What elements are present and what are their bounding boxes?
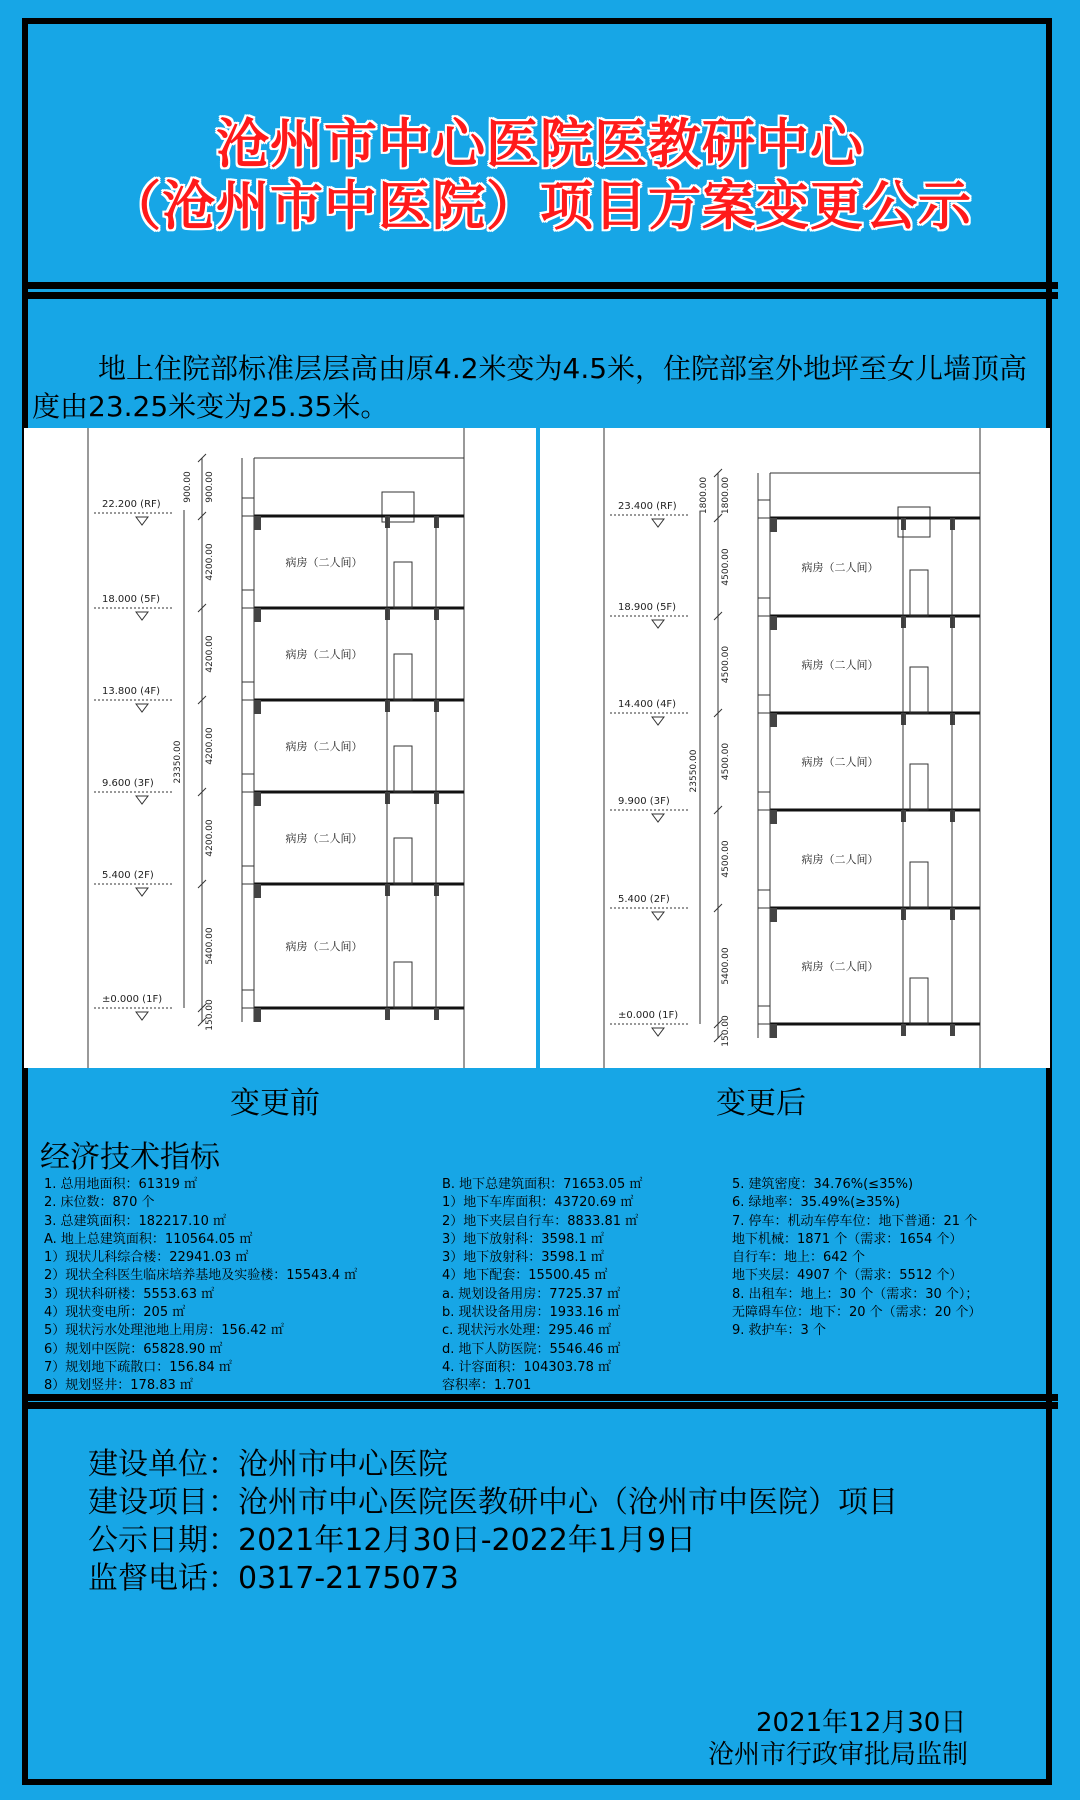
indicator-item: 地下机械：1871 个（需求：1654 个） xyxy=(732,1231,963,1247)
indicators-title: 经济技术指标 xyxy=(40,1140,220,1175)
room-label: 病房（二人间） xyxy=(801,658,879,672)
indicator-item: 3）现状科研楼：5553.63 ㎡ xyxy=(44,1286,215,1302)
slab-edge xyxy=(254,608,261,622)
indicator-item: d. 地下人防医院：5546.46 ㎡ xyxy=(442,1341,621,1357)
dim-label: 900.00 xyxy=(183,471,193,503)
indicator-item: c. 现状污水处理：295.46 ㎡ xyxy=(442,1323,612,1339)
room-label: 病房（二人间） xyxy=(285,832,363,845)
dim-label: 5400.00 xyxy=(205,927,215,965)
slab-edge xyxy=(254,516,261,530)
door xyxy=(910,667,928,713)
indicator-item: 5. 建筑密度：34.76%(≤35%) xyxy=(732,1177,914,1192)
dim-label: 4200.00 xyxy=(205,635,215,673)
section-lines xyxy=(604,428,980,1068)
window-frame xyxy=(758,1006,770,1024)
dim-label: 900.00 xyxy=(205,471,215,503)
drawing-before xyxy=(24,428,536,1068)
indicator-item: 容积率：1.701 xyxy=(442,1378,532,1394)
window-frame xyxy=(242,774,254,792)
indicator-item: 2）现状全科医生临床培养基地及实验楼：15543.4 ㎡ xyxy=(44,1268,358,1284)
section-svg xyxy=(540,428,1050,1068)
indicator-item: 9. 救护车：3 个 xyxy=(732,1323,826,1339)
sign-date: 2021年12月30日 xyxy=(756,1708,967,1738)
indicator-item: A. 地上总建筑面积：110564.05 ㎡ xyxy=(44,1231,253,1247)
sign-org: 沧州市行政审批局监制 xyxy=(708,1740,969,1770)
slab-edge xyxy=(770,1024,777,1038)
level-label: 23.400 (RF) xyxy=(618,501,677,512)
notice-date: 公示日期：2021年12月30日-2022年1月9日 xyxy=(88,1523,697,1558)
indicator-item: a. 规划设备用房：7725.37 ㎡ xyxy=(442,1286,621,1302)
level-marker xyxy=(652,620,664,628)
dim-label: 150.00 xyxy=(721,1015,731,1047)
dim-label: 1800.00 xyxy=(721,476,731,515)
room-label: 病房（二人间） xyxy=(285,740,363,753)
level-marker xyxy=(136,517,148,525)
change-description xyxy=(32,350,1052,426)
indicator-item: 1）地下车库面积：43720.69 ㎡ xyxy=(442,1195,634,1211)
indicator-item: 2）地下夹层自行车：8833.81 ㎡ xyxy=(442,1213,639,1229)
indicator-item: 2. 床位数：870 个 xyxy=(44,1195,155,1211)
slab-edge xyxy=(770,713,777,727)
slab-edge xyxy=(770,810,777,824)
indicator-item: 8. 出租车：地上：30 个（需求：30 个）； xyxy=(732,1286,979,1302)
level-marker xyxy=(136,888,148,896)
door xyxy=(394,962,412,1008)
dim-total-label: 23350.00 xyxy=(173,740,183,784)
window-frame xyxy=(242,990,254,1008)
indicator-item: 3）地下放射科：3598.1 ㎡ xyxy=(442,1250,604,1266)
indicator-item: 6）规划中医院：65828.90 ㎡ xyxy=(44,1341,223,1357)
indicator-item: 自行车：地上：642 个 xyxy=(732,1250,865,1266)
door xyxy=(394,746,412,792)
slab-edge xyxy=(254,884,261,898)
description-text: 地上住院部标准层层高由原4.2米变为4.5米，住院部室外地坪至女儿墙顶高度由23.25米变为25.35米。 xyxy=(32,352,1028,423)
construction-project: 建设项目：沧州市中心医院医教研中心（沧州市中医院）项目 xyxy=(88,1485,898,1520)
level-marker xyxy=(652,717,664,725)
level-label: 18.000 (5F) xyxy=(102,594,161,605)
door xyxy=(910,764,928,810)
drawing-after xyxy=(540,428,1050,1068)
window-frame xyxy=(242,866,254,884)
indicator-item: 1）现状儿科综合楼：22941.03 ㎡ xyxy=(44,1250,249,1266)
level-label: 18.900 (5F) xyxy=(618,602,677,613)
level-label: 9.900 (3F) xyxy=(618,796,670,807)
section-svg xyxy=(24,428,536,1068)
slab-edge xyxy=(770,518,777,532)
indicator-item: 1. 总用地面积：61319 ㎡ xyxy=(44,1177,198,1192)
beam xyxy=(950,1024,955,1036)
indicator-item: 3）地下放射科：3598.1 ㎡ xyxy=(442,1231,604,1247)
indicator-item: 4. 计容面积：104303.78 ㎡ xyxy=(442,1359,611,1375)
door xyxy=(910,862,928,908)
dim-label: 4500.00 xyxy=(721,645,731,684)
door xyxy=(394,562,412,608)
level-label: 22.200 (RF) xyxy=(102,499,161,510)
indicator-item: 无障碍车位：地下：20 个（需求：20 个） xyxy=(732,1305,982,1321)
level-label: 13.800 (4F) xyxy=(102,686,161,697)
indicators-column-1 xyxy=(44,1176,357,1396)
indicators-column-2 xyxy=(442,1176,642,1396)
beam xyxy=(385,1008,390,1020)
door xyxy=(394,838,412,884)
dim-label: 4200.00 xyxy=(205,543,215,581)
window-frame xyxy=(758,890,770,908)
level-label: ±0.000 (1F) xyxy=(618,1010,679,1021)
level-label: 5.400 (2F) xyxy=(102,870,154,881)
indicator-item: 7）规划地下疏散口：156.84 ㎡ xyxy=(44,1359,232,1375)
level-marker xyxy=(652,519,664,527)
room-label: 病房（二人间） xyxy=(801,561,879,574)
room-label: 病房（二人间） xyxy=(801,853,879,866)
window-frame xyxy=(758,500,770,518)
level-label: 5.400 (2F) xyxy=(618,894,670,905)
dim-label: 4200.00 xyxy=(205,819,215,857)
level-marker xyxy=(136,704,148,712)
level-label: ±0.000 (1F) xyxy=(102,994,163,1005)
level-label: 9.600 (3F) xyxy=(102,778,154,789)
supervision-phone: 监督电话：0317-2175073 xyxy=(88,1561,459,1596)
dim-label: 5400.00 xyxy=(721,947,731,985)
indicator-item: 8）规划竖井：178.83 ㎡ xyxy=(44,1378,193,1394)
dim-label: 150.00 xyxy=(205,999,215,1031)
dim-label: 4500.00 xyxy=(721,742,731,781)
indicator-item: 3. 总建筑面积：182217.10 ㎡ xyxy=(44,1213,226,1229)
indicator-item: 地下夹层：4907 个（需求：5512 个） xyxy=(732,1268,963,1284)
level-label: 14.400 (4F) xyxy=(618,699,677,710)
beam xyxy=(901,1024,906,1036)
window-frame xyxy=(242,682,254,700)
slab-edge xyxy=(770,908,777,922)
caption-after: 变更后 xyxy=(716,1086,806,1121)
level-marker xyxy=(136,1012,148,1020)
slab-edge xyxy=(770,616,777,630)
dim-label: 4200.00 xyxy=(205,727,215,765)
divider-bottom-inner xyxy=(22,1402,1058,1409)
room-label: 病房（二人间） xyxy=(801,960,879,973)
level-marker xyxy=(652,814,664,822)
door xyxy=(394,654,412,700)
indicator-item: 4）现状变电所：205 ㎡ xyxy=(44,1305,186,1321)
slab-edge xyxy=(254,700,261,714)
door xyxy=(910,978,928,1024)
window-frame xyxy=(758,792,770,810)
divider-top-inner xyxy=(22,292,1058,299)
window-frame xyxy=(758,598,770,616)
indicator-item: b. 现状设备用房：1933.16 ㎡ xyxy=(442,1305,621,1321)
window-frame xyxy=(242,498,254,516)
caption-before: 变更前 xyxy=(230,1086,320,1121)
room-label: 病房（二人间） xyxy=(285,648,363,661)
title-line-2: （沧州市中医院）项目方案变更公示 xyxy=(108,176,972,237)
level-marker xyxy=(136,612,148,620)
indicators-column-3 xyxy=(732,1176,981,1341)
dim-label: 4500.00 xyxy=(721,548,731,586)
level-marker xyxy=(652,912,664,920)
slab-edge xyxy=(254,792,261,806)
level-marker xyxy=(652,1028,664,1036)
section-lines xyxy=(88,428,464,1068)
window-frame xyxy=(242,590,254,608)
dim-label: 1800.00 xyxy=(699,476,709,515)
door xyxy=(910,570,928,616)
title-line-1: 沧州市中心医院医教研中心 xyxy=(216,114,864,175)
project-info xyxy=(88,1446,898,1598)
dim-label: 4500.00 xyxy=(721,840,731,878)
indicator-item: 5）现状污水处理池地上用房：156.42 ㎡ xyxy=(44,1323,284,1339)
slab-edge xyxy=(254,1008,261,1022)
indicator-item: 6. 绿地率：35.49%(≥35%) xyxy=(732,1195,901,1211)
indicator-item: B. 地下总建筑面积：71653.05 ㎡ xyxy=(442,1177,643,1192)
level-marker xyxy=(136,796,148,804)
indicator-item: 4）地下配套：15500.45 ㎡ xyxy=(442,1268,608,1284)
indicator-item: 7. 停车：机动车停车位：地下普通：21 个 xyxy=(732,1213,978,1229)
divider-top xyxy=(22,282,1058,289)
room-label: 病房（二人间） xyxy=(801,755,879,769)
beam xyxy=(434,1008,439,1020)
room-label: 病房（二人间） xyxy=(285,940,363,953)
dim-total-label: 23550.00 xyxy=(689,749,699,793)
construction-unit: 建设单位：沧州市中心医院 xyxy=(88,1447,448,1482)
room-label: 病房（二人间） xyxy=(285,556,363,569)
window-frame xyxy=(758,695,770,713)
